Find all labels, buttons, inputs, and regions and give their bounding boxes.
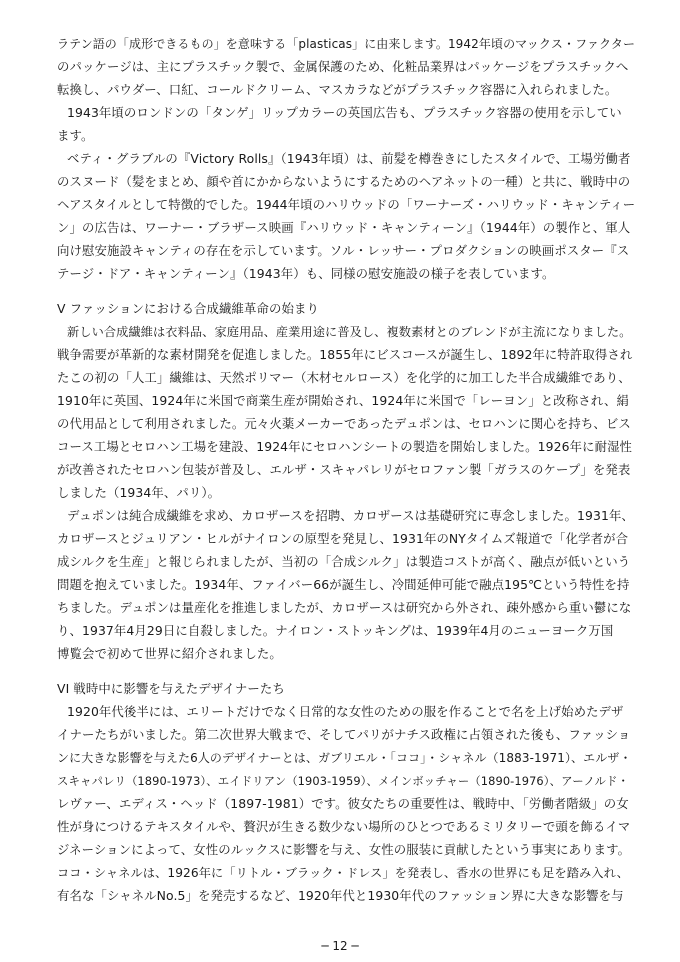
text-line: が改善されたセロハン包装が普及し、エルザ・スキャパレリがセロファン製「ガラスのケープ」を発表 — [57, 462, 631, 477]
text-line: 1920年代後半には、エリートだけでなく日常的な女性のための服を作ることで名を上げ始めたデザ — [67, 704, 624, 719]
text-line: テージ・ドア・キャンティーン』（1943年）も、同様の慰安施設の様子を表しています。 — [57, 266, 555, 281]
text-line: 成シルクを生産」と報じられましたが、当初の「合成シルク」は製造コストが高く、融点が低いという — [57, 554, 631, 569]
section-heading: V ファッションにおける合成繊維革命の始まり — [57, 301, 319, 316]
text-line: 有名な「シャネルNo.5」を発売するなど、1920年代と1930年代のファッション界に大きな影響を与 — [57, 888, 624, 903]
text-line: のパッケージは、主にプラスチック製で、金属保護のため、化粧品業界はパッケージをプラスチックへ — [57, 59, 629, 74]
text-line: の代用品として利用されました。元々火薬メーカーであったデュポンは、セロハンに関心を持ち、ビス — [57, 416, 631, 431]
text-line: ンに大きな影響を与えた6人のデザイナーとは、ガブリエル・「ココ」・シャネル（1883-1971）、エルザ・ — [57, 751, 632, 765]
text-line: 向け慰安施設キャンティの存在を示しています。ソル・レッサー・プロダクションの映画ポスター『ス — [57, 243, 630, 258]
text-line: スキャパレリ（1890-1973）、エイドリアン（1903-1959）、メインボッチャー（1890-1976）、アーノルド・ — [57, 774, 629, 788]
text-line: デュポンは純合成繊維を求め、カロザースを招聘、カロザースは基礎研究に専念しました。1931年、 — [67, 508, 634, 523]
text-line: のスヌード（髪をまとめ、顔や首にかからないようにするためのヘアネットの一種）と共に、戦時中の — [57, 174, 631, 189]
text-line: しました（1934年、パリ）。 — [57, 485, 221, 500]
text-line: ラテン語の「成形できるもの」を意味する「plasticas」に由来します。1942年頃のマックス・ファクター — [57, 37, 636, 51]
text-line: ジネーションによって、女性のルックスに影響を与え、女性の服装に貢献したという事実にあります。 — [57, 842, 631, 857]
text-line: 戦争需要が革新的な素材開発を促進しました。1855年にビスコースが誕生し、1892年に特許取得され — [57, 347, 633, 362]
text-line: たこの初の「人工」繊維は、天然ポリマー（木材セルロース）を化学的に加工した半合成繊維であり、 — [57, 370, 631, 385]
text-line: り、1937年4月29日に自殺しました。ナイロン・ストッキングは、1939年4月のニューヨーク万国 — [57, 623, 614, 638]
text-line: 1910年に英国、1924年に米国で商業生産が開始され、1924年に米国で「レーヨン」と改称され、絹 — [57, 393, 629, 408]
text-line: 博覧会で初めて世界に紹介されました。 — [57, 646, 282, 661]
text-line: 問題を抱えていました。1934年、ファイバー66が誕生し、冷間延伸可能で融点195℃という特性を持 — [57, 577, 630, 592]
text-line: ちました。デュポンは量産化を推進しましたが、カロザースは研究から外され、疎外感から重い鬱にな — [57, 600, 632, 615]
text-line: カロザースとジュリアン・ヒルがナイロンの原型を発見し、1931年のNYタイムズ報道で「化学者が合 — [57, 531, 629, 546]
text-line: 転換し、パウダー、口紅、コールドクリーム、マスカラなどがプラスチック容器に入れられました。 — [57, 82, 618, 97]
text-line: レヴァー、エディス・ヘッド（1897-1981）です。彼女たちの重要性は、戦時中、「労働者階級」の女 — [57, 796, 629, 811]
text-line: ヘアスタイルとして特徴的でした。1944年頃のハリウッドの「ワーナーズ・ハリウッド・キャンティー — [57, 197, 636, 212]
text-line: 新しい合成繊維は衣料品、家庭用品、産業用途に普及し、複数素材とのブレンドが主流になりました。 — [67, 325, 632, 339]
text-line: ベティ・グラブルの『Victory Rolls』（1943年頃）は、前髪を樽巻きにしたスタイルで、工場労働者 — [67, 151, 631, 166]
text-line: ン」の広告は、ワーナー・ブラザース映画『ハリウッド・キャンティーン』（1944年）の製作と、軍人 — [57, 220, 631, 235]
text-line: イナーたちがいました。第二次世界大戦まで、そしてパリがナチス政権に占領された後も、ファッショ — [57, 727, 631, 742]
text-line: コース工場とセロハン工場を建設、1924年にセロハンシートの製造を開始しました。1926年に耐湿性 — [57, 439, 633, 454]
text-line: 性が身につけるテキスタイルや、贅沢が生きる数少ない場所のひとつであるミリタリーで頭を飾るイマ — [57, 819, 631, 834]
text-line: 1943年頃のロンドンの「タンゲ」リップカラーの英国広告も、プラスチック容器の使用を示してい — [67, 105, 622, 120]
page-number: ─ 12 ─ — [321, 939, 359, 953]
text-line: ます。 — [57, 128, 94, 143]
text-line: ココ・シャネルは、1926年に「リトル・ブラック・ドレス」を発表し、香水の世界にも足を踏み入れ、 — [57, 866, 629, 880]
section-heading: VI 戦時中に影響を与えたデザイナーたち — [57, 681, 285, 696]
